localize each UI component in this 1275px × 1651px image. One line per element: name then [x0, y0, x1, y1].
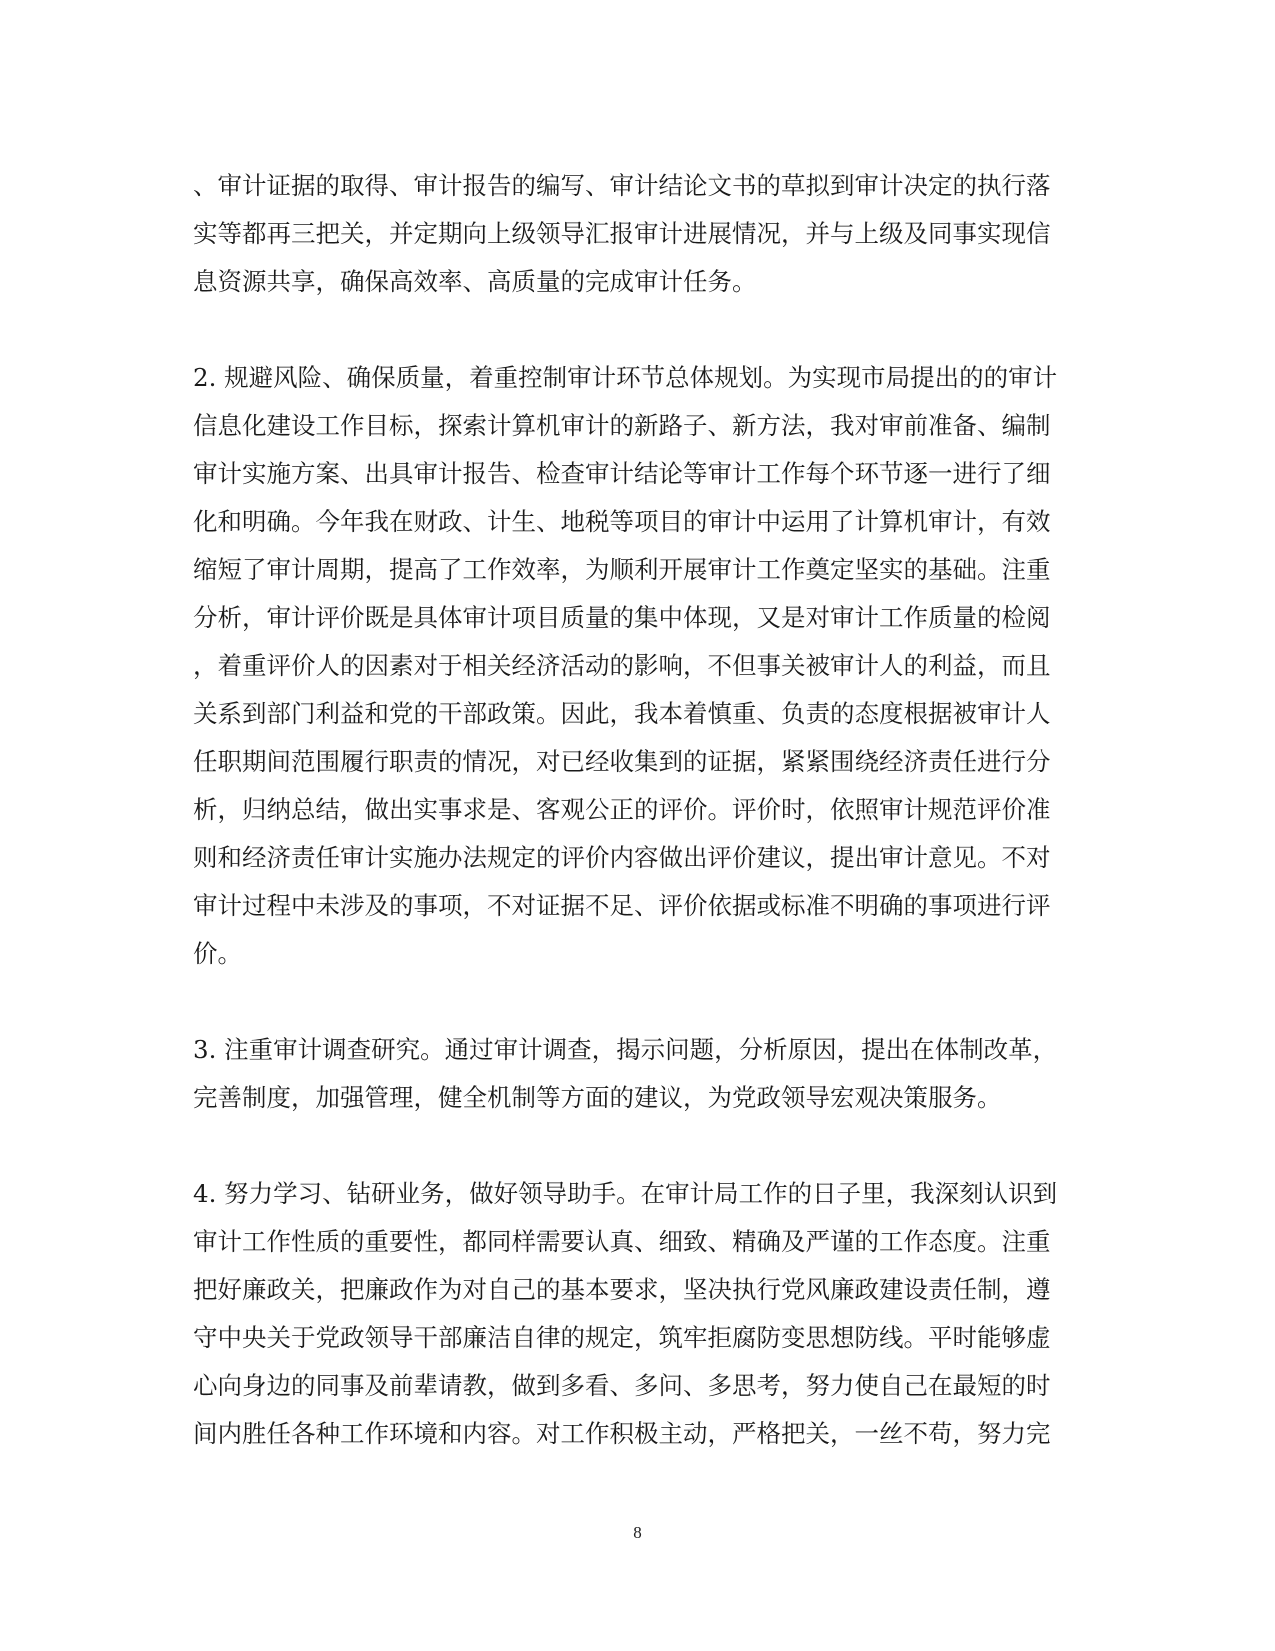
text-line: 心向身边的同事及前辈请教，做到多看、多问、多思考，努力使自己在最短的时: [193, 1371, 1051, 1400]
text-line: 守中央关于党政领导干部廉洁自律的规定，筑牢拒腐防变思想防线。平时能够虚: [193, 1323, 1051, 1352]
text-line: 析，归纳总结，做出实事求是、客观公正的评价。评价时，依照审计规范评价准: [193, 795, 1051, 824]
text-line: 信息化建设工作目标，探索计算机审计的新路子、新方法，我对审前准备、编制: [193, 411, 1051, 440]
text-line: 分析，审计评价既是具体审计项目质量的集中体现，又是对审计工作质量的检阅: [193, 603, 1051, 632]
text-line: 任职期间范围履行职责的情况，对已经收集到的证据，紧紧围绕经济责任进行分: [193, 747, 1051, 776]
text-line: 实等都再三把关，并定期向上级领导汇报审计进展情况，并与上级及同事实现信: [193, 219, 1051, 248]
text-line: 把好廉政关，把廉政作为对自己的基本要求，坚决执行党风廉政建设责任制，遵: [193, 1275, 1051, 1304]
text-line: 完善制度，加强管理，健全机制等方面的建议，为党政领导宏观决策服务。: [193, 1083, 1002, 1112]
paragraph-continuation: [193, 162, 1073, 306]
text-line: 缩短了审计周期，提高了工作效率，为顺利开展审计工作奠定坚实的基础。注重: [193, 555, 1051, 584]
text-line: 关系到部门利益和党的干部政策。因此，我本着慎重、负责的态度根据被审计人: [193, 699, 1051, 728]
text-line: 、审计证据的取得、审计报告的编写、审计结论文书的草拟到审计决定的执行落: [193, 171, 1051, 200]
text-line: ，着重评价人的因素对于相关经济活动的影响，不但事关被审计人的利益，而且: [193, 651, 1051, 680]
text-line: 价。: [193, 939, 242, 968]
text-line: 审计过程中未涉及的事项，不对证据不足、评价依据或标准不明确的事项进行评: [193, 891, 1051, 920]
page-number: 8: [633, 1523, 642, 1542]
paragraph-item-2: [193, 354, 1073, 978]
text-line: 化和明确。今年我在财政、计生、地税等项目的审计中运用了计算机审计，有效: [193, 507, 1051, 536]
text-line: 2. 规避风险、确保质量，着重控制审计环节总体规划。为实现市局提出的的审计: [193, 363, 1058, 392]
text-line: 间内胜任各种工作环境和内容。对工作积极主动，严格把关，一丝不苟，努力完: [193, 1419, 1051, 1448]
text-line: 4. 努力学习、钻研业务，做好领导助手。在审计局工作的日子里，我深刻认识到: [193, 1179, 1058, 1208]
text-line: 审计实施方案、出具审计报告、检查审计结论等审计工作每个环节逐一进行了细: [193, 459, 1051, 488]
paragraph-item-3: [193, 1026, 1073, 1122]
text-line: 审计工作性质的重要性，都同样需要认真、细致、精确及严谨的工作态度。注重: [193, 1227, 1051, 1256]
text-line: 息资源共享，确保高效率、高质量的完成审计任务。: [193, 267, 757, 296]
paragraph-item-4: [193, 1170, 1073, 1458]
document-body: [193, 162, 1073, 1506]
text-line: 3. 注重审计调查研究。通过审计调查，揭示问题，分析原因，提出在体制改革，: [193, 1035, 1058, 1064]
text-line: 则和经济责任审计实施办法规定的评价内容做出评价建议，提出审计意见。不对: [193, 843, 1051, 872]
